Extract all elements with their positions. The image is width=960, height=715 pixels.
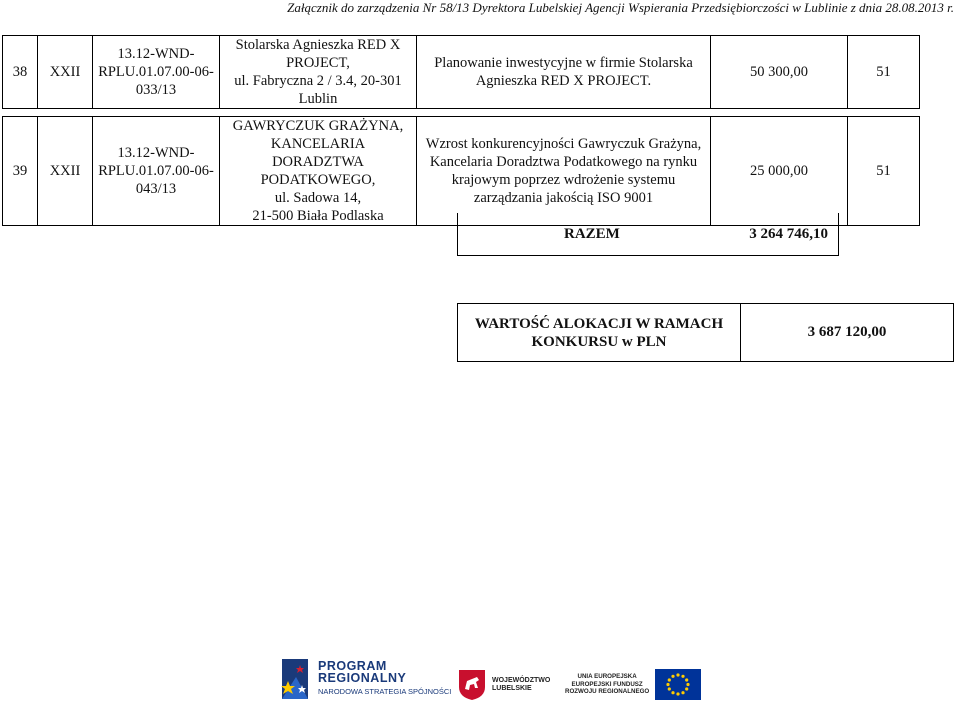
row-beneficiary — [220, 117, 417, 226]
program-regionalny-logo — [280, 655, 451, 703]
row-project-title — [417, 36, 711, 109]
row-application-id — [93, 36, 220, 109]
title-line: Wzrost konkurencyjności Gawryczuk Grażyna, — [425, 136, 702, 152]
row-project-title — [417, 117, 711, 226]
id-line: 13.12-WND- — [117, 145, 195, 161]
lubelskie-coat-of-arms-icon — [458, 669, 486, 701]
eu-line-3: ROZWOJU REGIONALNEGO — [565, 688, 650, 696]
table-row — [3, 117, 920, 226]
title-line: Agnieszka RED X PROJECT. — [475, 73, 652, 89]
beneficiary-line: Stolarska Agnieszka RED X — [235, 37, 401, 53]
total-label: RAZEM — [564, 225, 620, 242]
total-value: 3 264 746,10 — [749, 225, 828, 242]
row-application-id — [93, 117, 220, 226]
beneficiary-line: PROJECT, — [286, 55, 350, 71]
program-regionalny-emblem-icon — [280, 655, 312, 703]
title-line: krajowym poprzez wdrożenie systemu — [451, 172, 676, 188]
id-line: 043/13 — [135, 181, 177, 197]
eu-flag-icon — [655, 669, 701, 700]
row-amount: 25 000,00 — [711, 117, 848, 226]
id-line: RPLU.01.07.00-06- — [98, 64, 214, 80]
allocation-box — [457, 303, 954, 362]
program-line-1: PROGRAM — [318, 659, 387, 673]
allocation-label-line: WARTOŚĆ ALOKACJI W RAMACH — [474, 315, 724, 332]
id-line: 033/13 — [135, 82, 177, 98]
header-note: Załącznik do zarządzenia Nr 58/13 Dyrektora Lubelskiej Agencji Wspierania Przedsiębiorczości w Lublinie z dnia 28.08.2013 r. — [287, 0, 954, 15]
row-action: XXII — [38, 117, 93, 226]
eu-fund-logo — [565, 669, 701, 700]
row-score: 51 — [848, 117, 920, 226]
beneficiary-line: 21-500 Biała Podlaska — [252, 208, 384, 224]
footer-logos — [0, 655, 960, 715]
allocation-label-line: KONKURSU w PLN — [531, 333, 667, 350]
row-score: 51 — [848, 36, 920, 109]
grant-table-row-39 — [2, 116, 920, 226]
eu-line-1: UNIA EUROPEJSKA — [577, 673, 637, 681]
row-action: XXII — [38, 36, 93, 109]
row-number: 39 — [3, 117, 38, 226]
total-row — [457, 213, 839, 256]
table-row — [3, 36, 920, 109]
grant-table-row-38 — [2, 35, 920, 109]
title-line: zarządzania jakością ISO 9001 — [473, 190, 654, 206]
id-line: 13.12-WND- — [117, 46, 195, 62]
region-line-2: LUBELSKIE — [492, 685, 532, 692]
beneficiary-line: ul. Sadowa 14, — [274, 190, 362, 206]
program-line-2: REGIONALNY — [318, 671, 407, 685]
allocation-label — [458, 304, 741, 361]
eu-line-2: EUROPEJSKI FUNDUSZ — [571, 680, 643, 688]
program-line-3: NARODOWA STRATEGIA SPÓJNOŚCI — [318, 687, 452, 696]
row-number: 38 — [3, 36, 38, 109]
region-line-1: WOJEWÓDZTWO — [492, 677, 551, 684]
row-beneficiary — [220, 36, 417, 109]
beneficiary-line: ul. Fabryczna 2 / 3.4, 20-301 Lublin — [234, 73, 402, 107]
row-amount: 50 300,00 — [711, 36, 848, 109]
beneficiary-line: KANCELARIA DORADZTWA — [270, 136, 366, 170]
allocation-value: 3 687 120,00 — [807, 324, 887, 340]
beneficiary-line: GAWRYCZUK GRAŻYNA, — [232, 118, 404, 134]
title-line: Planowanie inwestycyjne w firmie Stolarska — [434, 55, 693, 71]
title-line: Kancelaria Doradztwa Podatkowego na rynku — [429, 154, 698, 170]
lubelskie-logo — [458, 669, 550, 701]
id-line: RPLU.01.07.00-06- — [98, 163, 214, 179]
beneficiary-line: PODATKOWEGO, — [260, 172, 376, 188]
